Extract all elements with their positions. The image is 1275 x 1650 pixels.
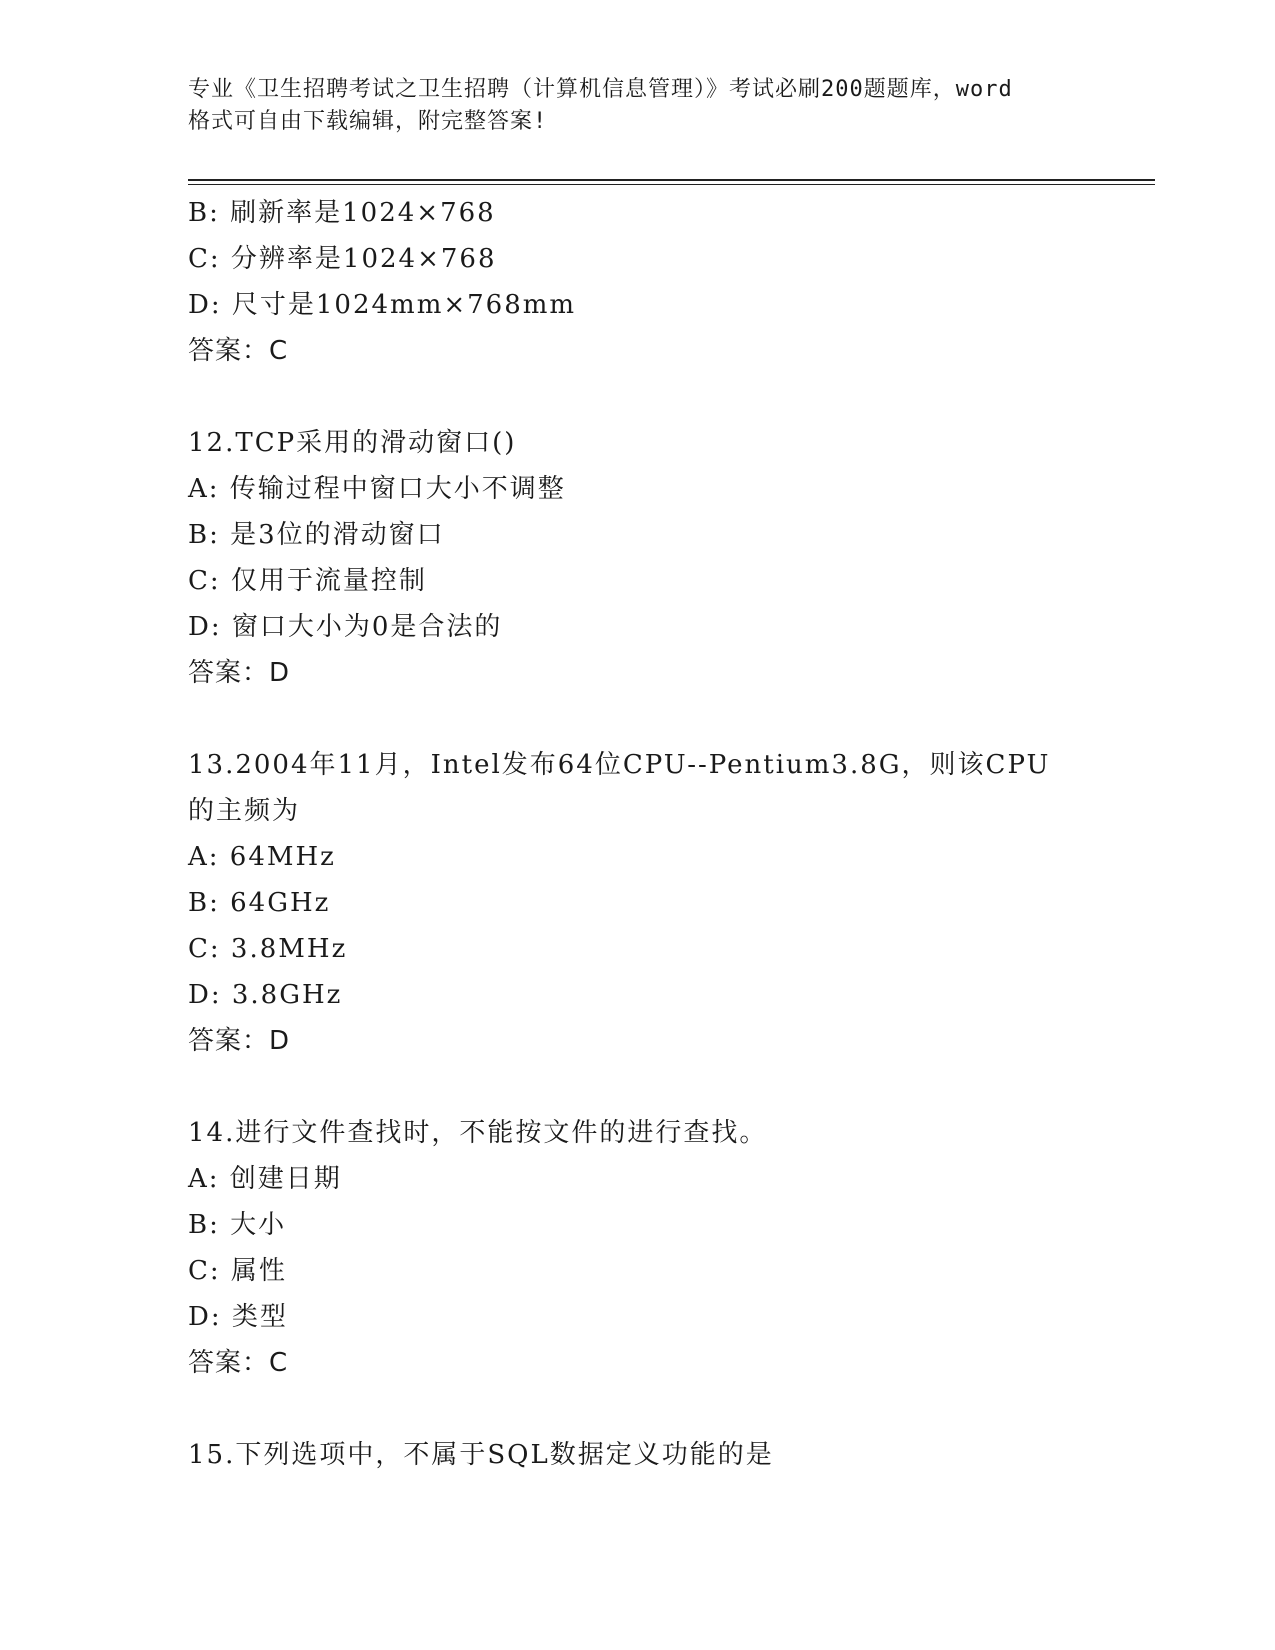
question-12 xyxy=(188,420,1118,696)
option-c: C: 属性 xyxy=(188,1256,287,1286)
question-11 xyxy=(188,190,1118,374)
option-d: D: 类型 xyxy=(188,1302,288,1332)
option-c: C: 3.8MHz xyxy=(188,934,348,964)
option-a: A: 64MHz xyxy=(188,842,336,872)
question-stem: 15.下列选项中，不属于SQL数据定义功能的是 xyxy=(188,1440,774,1470)
answer-label: 答案：C xyxy=(188,1348,289,1378)
question-14 xyxy=(188,1110,1118,1386)
question-13 xyxy=(188,742,1118,1064)
document-header xyxy=(188,74,1088,138)
header-line-2: 格式可自由下载编辑，附完整答案! xyxy=(188,109,548,134)
option-b: B: 大小 xyxy=(188,1210,287,1240)
spacer xyxy=(188,1064,1118,1110)
option-b: B: 是3位的滑动窗口 xyxy=(188,520,445,550)
spacer xyxy=(188,374,1118,420)
option-a: A: 传输过程中窗口大小不调整 xyxy=(188,474,566,504)
option-a: A: 创建日期 xyxy=(188,1164,342,1194)
answer-label: 答案：C xyxy=(188,336,289,366)
spacer xyxy=(188,1386,1118,1432)
option-d: D: 窗口大小为0是合法的 xyxy=(188,612,503,642)
header-divider-thick xyxy=(188,179,1155,181)
spacer xyxy=(188,696,1118,742)
question-list xyxy=(188,190,1118,1478)
question-15 xyxy=(188,1432,1118,1478)
option-b: B: 刷新率是1024×768 xyxy=(188,198,496,228)
answer-label: 答案：D xyxy=(188,658,291,688)
option-b: B: 64GHz xyxy=(188,888,331,918)
question-stem: 13.2004年11月，Intel发布64位CPU--Pentium3.8G，则该CPU的主频为 xyxy=(188,750,1051,826)
option-c: C: 分辨率是1024×768 xyxy=(188,244,497,274)
header-divider-thin xyxy=(188,184,1155,185)
option-d: D: 3.8GHz xyxy=(188,980,343,1010)
answer-label: 答案：D xyxy=(188,1026,291,1056)
option-d: D: 尺寸是1024mm×768mm xyxy=(188,290,577,320)
question-stem: 14.进行文件查找时，不能按文件的进行查找。 xyxy=(188,1118,768,1148)
header-line-1: 专业《卫生招聘考试之卫生招聘（计算机信息管理）》考试必刷200题题库，word xyxy=(188,77,1013,102)
option-c: C: 仅用于流量控制 xyxy=(188,566,427,596)
question-stem: 12.TCP采用的滑动窗口() xyxy=(188,428,517,458)
